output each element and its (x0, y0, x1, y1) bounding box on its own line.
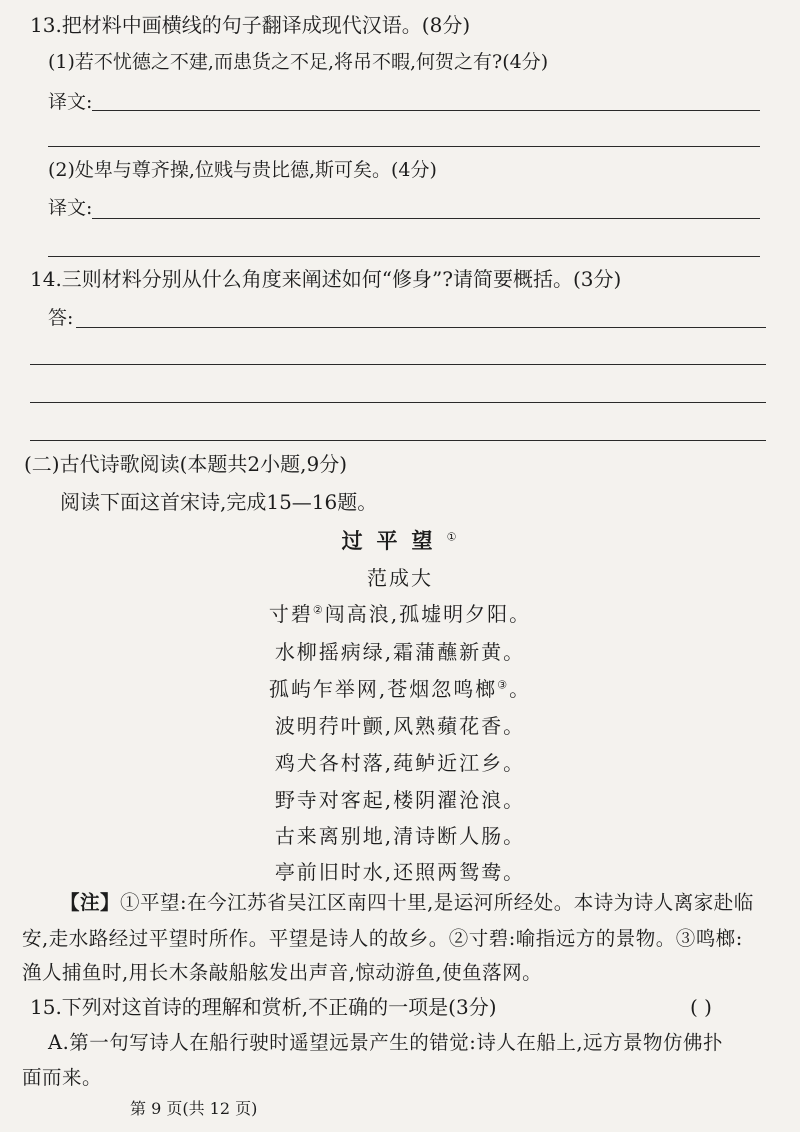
q13-item-2: (2)处卑与尊齐操,位贱与贵比德,斯可矣。(4分) (48, 159, 437, 181)
q15-option-a-line1: A.第一句写诗人在船行驶时遥望远景产生的错觉:诗人在船上,远方景物仿佛扑 (48, 1031, 724, 1054)
q15-stem: 15.下列对这首诗的理解和赏析,不正确的一项是(3分) (30, 995, 497, 1019)
page-footer: 第 9 页(共 12 页) (130, 1099, 258, 1118)
poem-line: 波明荇叶颤,风熟蘋花香。 (274, 714, 526, 738)
footnote-mark: ① (446, 530, 459, 544)
poem-title-text: 过平望 (341, 528, 447, 553)
q13-item-1-answer-label: 译文: (48, 91, 93, 113)
poem-line: 鸡犬各村落,莼鲈近江乡。 (274, 751, 526, 775)
q15-option-a-line2: 面而来。 (22, 1066, 103, 1089)
section-instruction: 阅读下面这首宋诗,完成15—16题。 (60, 490, 378, 514)
q13-item-1: (1)若不忧德之不建,而患货之不足,将吊不暇,何贺之有?(4分) (48, 51, 549, 73)
note-line-2: 安,走水路经过平望时所作。平望是诗人的故乡。②寸碧:喻指远方的景物。③鸣榔: (22, 927, 743, 950)
poem-line: 水柳摇病绿,霜蒲蘸新黄。 (274, 640, 526, 664)
answer-line[interactable] (30, 364, 766, 365)
poem-line: 亭前旧时水,还照两鸳鸯。 (274, 860, 526, 884)
answer-line[interactable] (30, 440, 766, 441)
note-line-1: 【注】①平望:在今江苏省吴江区南四十里,是运河所经处。本诗为诗人离家赴临 (60, 891, 754, 914)
poem-line: 野寺对客起,楼阴濯沧浪。 (274, 788, 526, 812)
note-line-3: 渔人捕鱼时,用长木条敲船舷发出声音,惊动游鱼,使鱼落网。 (22, 961, 543, 984)
poem-line: 孤屿乍举网,苍烟忽鸣榔③。 (268, 677, 532, 701)
section-heading: (二)古代诗歌阅读(本题共2小题,9分) (24, 452, 348, 476)
answer-line[interactable] (48, 256, 760, 257)
poem-author: 范成大 (367, 566, 433, 590)
q15-answer-bracket[interactable]: ( ) (690, 995, 712, 1019)
q14-answer-label: 答: (48, 307, 74, 329)
poem-line: 寸碧②闯高浪,孤墟明夕阳。 (268, 602, 532, 626)
answer-line[interactable] (48, 146, 760, 147)
q14-stem: 14.三则材料分别从什么角度来阐述如何“修身”?请简要概括。(3分) (30, 267, 622, 291)
answer-line[interactable] (92, 110, 760, 111)
answer-line[interactable] (92, 218, 760, 219)
answer-line[interactable] (76, 327, 766, 328)
answer-line[interactable] (30, 402, 766, 403)
q13-stem: 13.把材料中画横线的句子翻译成现代汉语。(8分) (30, 13, 471, 37)
poem-title (0, 525, 800, 555)
note-label: 【注】 (60, 891, 121, 914)
poem-line: 古来离别地,清诗断人肠。 (274, 824, 526, 848)
q13-item-2-answer-label: 译文: (48, 197, 93, 219)
